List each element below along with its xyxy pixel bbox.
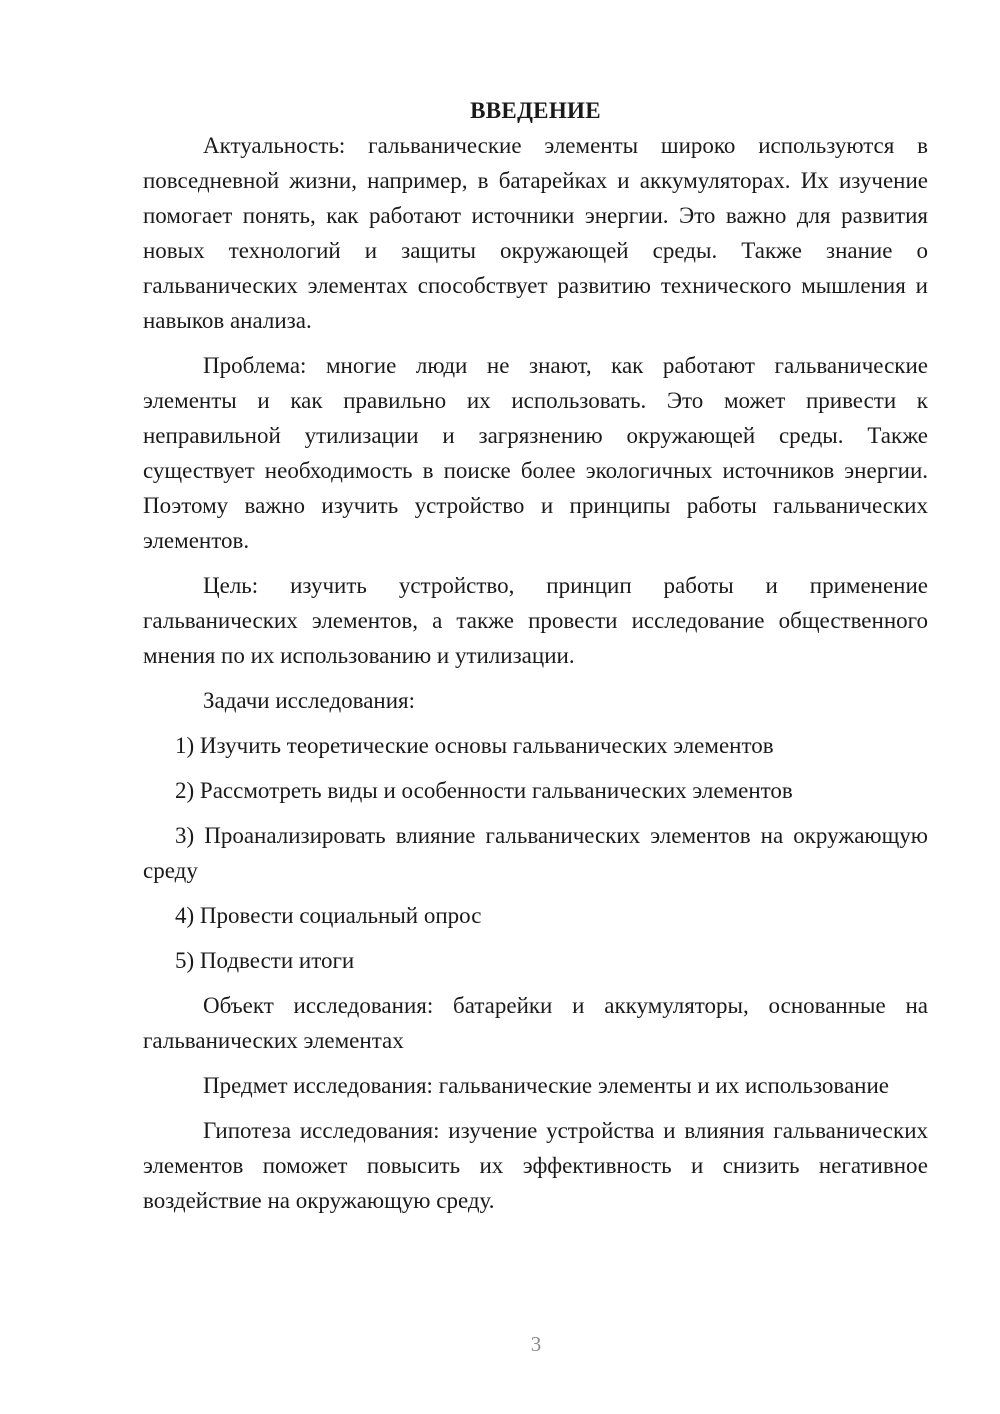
- page-number: 3: [530, 1332, 542, 1356]
- paragraph-subject: Предмет исследования: гальванические элементы и их использование: [203, 1073, 890, 1098]
- paragraph-relevance: Актуальность: гальванические элементы широко используются в повседневной жизни, например, в батарейках и аккумуляторах. Их изучение помогает понять, как работают источники энергии. Это важно для развития новых технологий и защиты окружающей среды. Также знание о гальванических элементах способствует развитию технического мышления и навыков анализа.: [143, 133, 928, 333]
- task-item-1: 1) Изучить теоретические основы гальванических элементов: [175, 733, 774, 758]
- paragraph-hypothesis: Гипотеза исследования: изучение устройства и влияния гальванических элементов поможет повысить их эффективность и снизить негативное воздействие на окружающую среду.: [143, 1118, 928, 1213]
- paragraph-object: Объект исследования: батарейки и аккумуляторы, основанные на гальванических элементах: [143, 993, 928, 1053]
- page-title: ВВЕДЕНИЕ: [470, 98, 601, 123]
- task-item-3: 3) Проанализировать влияние гальванических элементов на окружающую среду: [143, 823, 928, 883]
- tasks-title: Задачи исследования:: [203, 688, 416, 713]
- paragraph-problem: Проблема: многие люди не знают, как работают гальванические элементы и как правильно их использовать. Это может привести к неправильной утилизации и загрязнению окружающей среды. Также существует необходимость в поиске более экологичных источников энергии. Поэтому важно изучить устройство и принципы работы гальванических элементов.: [143, 353, 928, 553]
- task-item-2: 2) Рассмотреть виды и особенности гальванических элементов: [175, 778, 793, 803]
- task-item-5: 5) Подвести итоги: [175, 948, 355, 973]
- tasks-list: [143, 728, 928, 978]
- task-item-4: 4) Провести социальный опрос: [175, 903, 482, 928]
- document-body: [143, 93, 928, 1218]
- paragraph-goal: Цель: изучить устройство, принцип работы и применение гальванических элементов, а также провести исследование общественного мнения по их использованию и утилизации.: [143, 573, 928, 668]
